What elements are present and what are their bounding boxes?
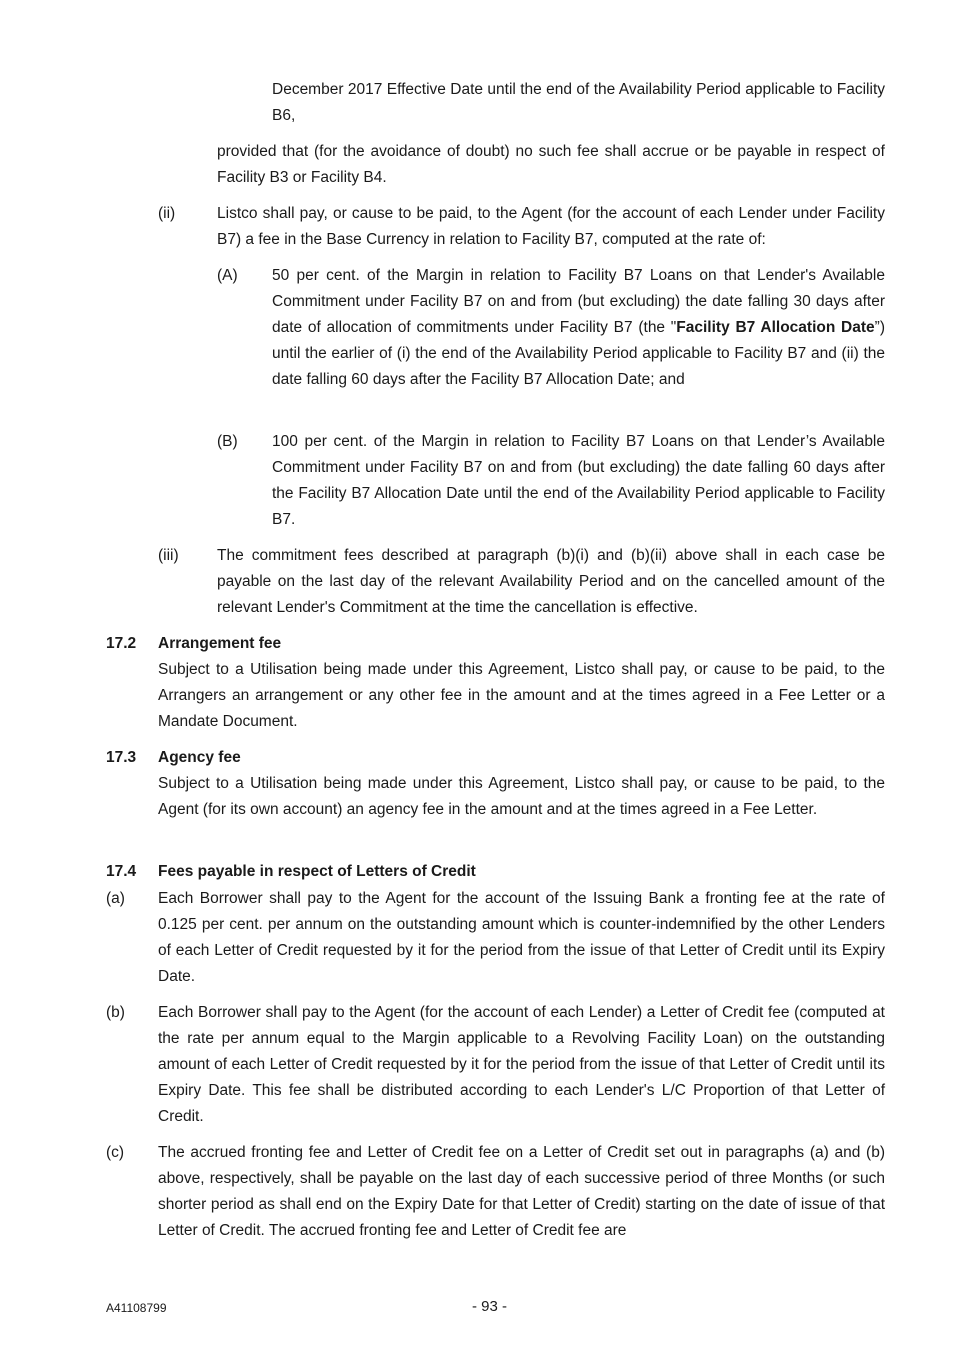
item-17-4-b-text: Each Borrower shall pay to the Agent (for the account of each Lender) a Letter of Credit fee (computed at the rate per annum equal to the Margin applicable to a Revolving Facility Loan) on the outstanding amount of each Letter of Credit requested by it for the period from the issue of that Letter of Credit until its Expiry Date. This fee shall be distributed according to each Lender's L/C Proportion of that Letter of Credit. [158, 1004, 885, 1125]
continuation-paragraph: December 2017 Effective Date until the end of the Availability Period applicable to Facility B6, [272, 81, 885, 124]
item-a-label: (A) [217, 267, 238, 284]
item-a-text [272, 263, 885, 393]
item-a-text-before: 50 per cent. of the Margin in relation to Facility B7 Loans on that Lender's Available Commitment under Facility B7 on and from (but excluding) the date falling 30 days after date of allocation of commitments under Facility B7 (the " [272, 267, 885, 336]
section-17-3-title: Agency fee [158, 749, 241, 766]
defined-term-facility-b7-allocation-date: Facility B7 Allocation Date [676, 319, 875, 336]
item-17-4-c-label: (c) [106, 1144, 125, 1161]
item-iii-label: (iii) [158, 547, 179, 564]
item-ii-text: Listco shall pay, or cause to be paid, to the Agent (for the account of each Lender under Facility B7) a fee in the Base Currency in relation to Facility B7, computed at the rate of: [217, 205, 885, 248]
item-b-label: (B) [217, 433, 238, 450]
section-17-2-title: Arrangement fee [158, 635, 282, 652]
document-reference: A41108799 [106, 1301, 167, 1315]
item-iii-text: The commitment fees described at paragraph (b)(i) and (b)(ii) above shall in each case be payable on the last day of the relevant Availability Period and on the cancelled amount of the relevant Lender's Commitment at the time the cancellation is effective. [217, 547, 885, 616]
page-number: - 93 - [472, 1298, 508, 1315]
section-17-4-title: Fees payable in respect of Letters of Credit [158, 863, 476, 880]
item-a-text-after: ”) until the earlier of (i) the end of the Availability Period applicable to Facility B7 and (ii) the date falling 60 days after the Facility B7 Allocation Date; and [272, 319, 885, 388]
section-17-3-text: Subject to a Utilisation being made under this Agreement, Listco shall pay, or cause to be paid, to the Agent (for its own account) an agency fee in the amount and at the times agreed in a Fee Letter. [158, 775, 885, 818]
section-17-2-text: Subject to a Utilisation being made under this Agreement, Listco shall pay, or cause to be paid, to the Arrangers an arrangement or any other fee in the amount and at the times agreed in a Fee Letter or a Mandate Document. [158, 661, 885, 730]
item-17-4-b-label: (b) [106, 1004, 125, 1021]
item-b-text: 100 per cent. of the Margin in relation to Facility B7 Loans on that Lender’s Available Commitment under Facility B7 on and from (but excluding) the date falling 60 days after the Facility B7 Allocation Date until the end of the Availability Period applicable to Facility B7. [272, 433, 885, 528]
section-17-3-number: 17.3 [106, 749, 137, 766]
section-17-2-number: 17.2 [106, 635, 137, 652]
item-17-4-a-label: (a) [106, 890, 125, 907]
proviso-paragraph: provided that (for the avoidance of doubt) no such fee shall accrue or be payable in respect of Facility B3 or Facility B4. [217, 143, 885, 186]
item-17-4-a-text: Each Borrower shall pay to the Agent for the account of the Issuing Bank a fronting fee at the rate of 0.125 per cent. per annum on the outstanding amount which is counter-indemnified by the other Lenders of each Letter of Credit requested by it for the period from the issue of that Letter of Credit until its Expiry Date. [158, 890, 885, 985]
item-17-4-c-text: The accrued fronting fee and Letter of Credit fee on a Letter of Credit set out in paragraphs (a) and (b) above, respectively, shall be payable on the last day of each successive period of three Months (or such shorter period as shall end on the Expiry Date for that Letter of Credit) starting on the date of issue of that Letter of Credit. The accrued fronting fee and Letter of Credit fee are [158, 1144, 885, 1239]
section-17-4-number: 17.4 [106, 863, 137, 880]
item-ii-label: (ii) [158, 205, 176, 222]
